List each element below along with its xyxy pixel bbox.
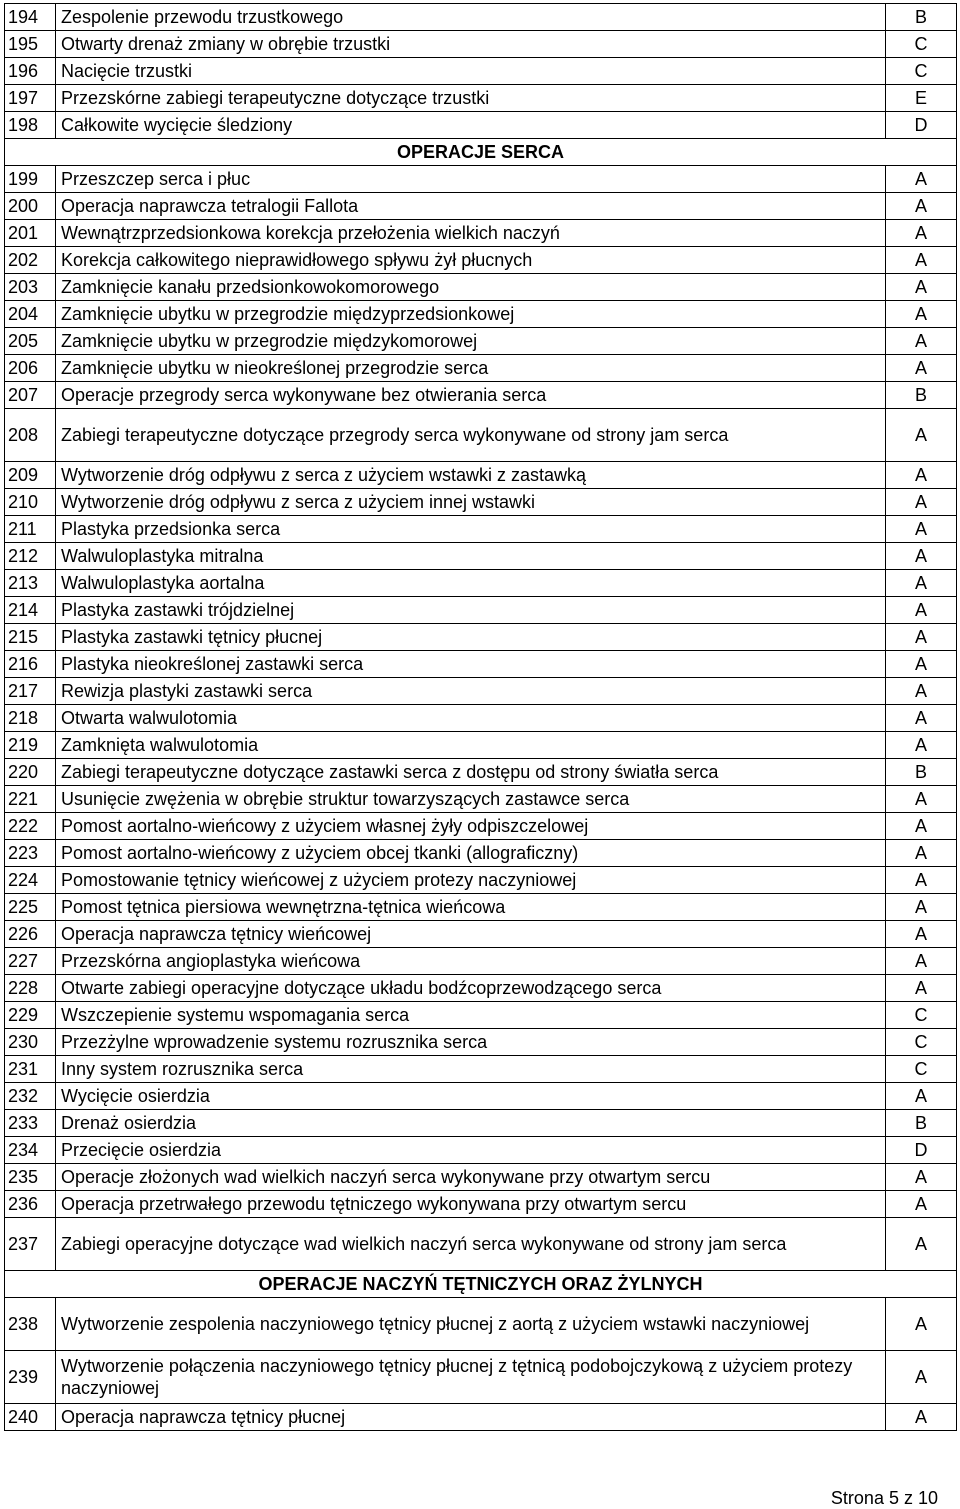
procedure-name: Korekcja całkowitego nieprawidłowego spływu żył płucnych (56, 247, 886, 274)
procedure-group: A (914, 276, 927, 297)
procedure-group-cell (886, 112, 957, 139)
procedure-group: A (914, 626, 927, 647)
table-row (5, 4, 957, 31)
procedure-group-cell (886, 1191, 957, 1218)
procedure-name: Wycięcie osierdzia (56, 1083, 886, 1110)
procedure-group-cell (886, 1110, 957, 1137)
procedure-group-cell (886, 409, 957, 462)
procedure-group: C (914, 1031, 928, 1052)
procedure-group: B (914, 761, 927, 782)
procedure-group: E (914, 87, 927, 108)
procedure-group: D (914, 1139, 928, 1160)
procedure-name: Operacje przegrody serca wykonywane bez otwierania serca (56, 382, 886, 409)
procedure-name: Operacja przetrwałego przewodu tętniczego wykonywana przy otwartym sercu (56, 1191, 886, 1218)
table-row (5, 166, 957, 193)
procedure-group: A (914, 734, 927, 755)
table-row (5, 705, 957, 732)
procedure-group: A (914, 222, 927, 243)
procedure-name: Przezskórna angioplastyka wieńcowa (56, 948, 886, 975)
procedure-name: Pomostowanie tętnicy wieńcowej z użyciem protezy naczyniowej (56, 867, 886, 894)
procedure-group-cell (886, 597, 957, 624)
procedure-number: 219 (5, 732, 56, 759)
table-row (5, 1404, 957, 1431)
procedure-name: Zabiegi terapeutyczne dotyczące zastawki serca z dostępu od strony światła serca (56, 759, 886, 786)
procedure-group-cell (886, 570, 957, 597)
procedure-group: A (914, 168, 927, 189)
procedure-name: Operacja naprawcza tętnicy płucnej (56, 1404, 886, 1431)
procedure-number: 240 (5, 1404, 56, 1431)
procedure-group-cell (886, 247, 957, 274)
table-row (5, 1056, 957, 1083)
procedure-number: 222 (5, 813, 56, 840)
procedure-number: 196 (5, 58, 56, 85)
procedure-number: 203 (5, 274, 56, 301)
procedure-number: 220 (5, 759, 56, 786)
procedure-group-cell (886, 328, 957, 355)
table-row (5, 1137, 957, 1164)
table-row (5, 409, 957, 462)
procedure-name: Operacja naprawcza tetralogii Fallota (56, 193, 886, 220)
procedure-group-cell (886, 867, 957, 894)
procedure-number: 202 (5, 247, 56, 274)
procedure-group: A (914, 788, 927, 809)
table-row (5, 489, 957, 516)
table-row (5, 1298, 957, 1351)
procedure-number: 194 (5, 4, 56, 31)
procedure-group: A (914, 815, 927, 836)
procedure-number: 209 (5, 462, 56, 489)
procedure-group-cell (886, 355, 957, 382)
procedure-group-cell (886, 1351, 957, 1404)
procedure-group: A (914, 425, 927, 445)
procedure-group-cell (886, 382, 957, 409)
procedure-number: 207 (5, 382, 56, 409)
procedure-group: C (914, 33, 928, 54)
table-row (5, 220, 957, 247)
procedure-name: Wytworzenie dróg odpływu z serca z użyciem innej wstawki (56, 489, 886, 516)
procedure-group: A (914, 950, 927, 971)
procedure-group-cell (886, 4, 957, 31)
procedure-group: A (914, 680, 927, 701)
procedure-group-cell (886, 705, 957, 732)
procedure-name: Wewnątrzprzedsionkowa korekcja przełożenia wielkich naczyń (56, 220, 886, 247)
procedure-number: 206 (5, 355, 56, 382)
procedure-group-cell (886, 166, 957, 193)
table-row (5, 85, 957, 112)
table-row (5, 921, 957, 948)
table-row (5, 975, 957, 1002)
procedure-number: 213 (5, 570, 56, 597)
procedure-number: 214 (5, 597, 56, 624)
procedure-name: Pomost aortalno-wieńcowy z użyciem własnej żyły odpiszczelowej (56, 813, 886, 840)
procedure-name: Otwarte zabiegi operacyjne dotyczące układu bodźcoprzewodzącego serca (56, 975, 886, 1002)
procedure-number: 197 (5, 85, 56, 112)
procedure-group: A (914, 1314, 927, 1334)
table-row (5, 624, 957, 651)
procedure-number: 198 (5, 112, 56, 139)
procedure-name: Plastyka zastawki tętnicy płucnej (56, 624, 886, 651)
procedure-number: 235 (5, 1164, 56, 1191)
procedure-name: Plastyka nieokreślonej zastawki serca (56, 651, 886, 678)
procedure-number: 238 (5, 1298, 56, 1351)
table-row (5, 1029, 957, 1056)
table-row (5, 247, 957, 274)
procedure-name: Plastyka zastawki trójdzielnej (56, 597, 886, 624)
table-row (5, 1351, 957, 1404)
procedure-number: 215 (5, 624, 56, 651)
procedure-number: 239 (5, 1351, 56, 1404)
table-row (5, 1083, 957, 1110)
procedure-name: Zamknięta walwulotomia (56, 732, 886, 759)
procedure-group: A (914, 330, 927, 351)
procedure-group-cell (886, 732, 957, 759)
table-row (5, 570, 957, 597)
procedure-group: A (914, 464, 927, 485)
table-row (5, 1002, 957, 1029)
procedure-group-cell (886, 840, 957, 867)
procedure-number: 205 (5, 328, 56, 355)
procedure-group-cell (886, 1056, 957, 1083)
table-row (5, 867, 957, 894)
procedure-group: C (914, 60, 928, 81)
table-row (5, 1110, 957, 1137)
procedure-number: 208 (5, 409, 56, 462)
table-row (5, 193, 957, 220)
procedure-group: A (914, 357, 927, 378)
procedure-group: A (914, 1193, 927, 1214)
procedure-name: Drenaż osierdzia (56, 1110, 886, 1137)
procedure-number: 232 (5, 1083, 56, 1110)
table-row (5, 786, 957, 813)
procedure-group-cell (886, 301, 957, 328)
procedure-group: A (914, 707, 927, 728)
procedure-name: Zamknięcie ubytku w przegrodzie międzyprzedsionkowej (56, 301, 886, 328)
procedure-group: C (914, 1058, 928, 1079)
procedure-name: Walwuloplastyka aortalna (56, 570, 886, 597)
table-row (5, 31, 957, 58)
procedures-table-body (5, 4, 957, 1431)
procedure-group: A (914, 599, 927, 620)
procedure-number: 230 (5, 1029, 56, 1056)
procedure-group: A (914, 491, 927, 512)
procedure-number: 234 (5, 1137, 56, 1164)
procedure-group: A (914, 249, 927, 270)
procedure-number: 228 (5, 975, 56, 1002)
procedure-name: Przeszczep serca i płuc (56, 166, 886, 193)
procedure-group: A (914, 572, 927, 593)
procedure-name: Wytworzenie dróg odpływu z serca z użyciem wstawki z zastawką (56, 462, 886, 489)
procedure-group-cell (886, 786, 957, 813)
procedure-number: 201 (5, 220, 56, 247)
table-row (5, 301, 957, 328)
procedure-number: 221 (5, 786, 56, 813)
procedure-group-cell (886, 651, 957, 678)
procedure-name: Otwarty drenaż zmiany w obrębie trzustki (56, 31, 886, 58)
procedure-number: 216 (5, 651, 56, 678)
table-row (5, 732, 957, 759)
procedure-group-cell (886, 220, 957, 247)
procedure-group: A (914, 1085, 927, 1106)
procedure-name: Inny system rozrusznika serca (56, 1056, 886, 1083)
procedure-number: 211 (5, 516, 56, 543)
procedure-group-cell (886, 921, 957, 948)
procedure-name: Operacja naprawcza tętnicy wieńcowej (56, 921, 886, 948)
procedure-group: B (914, 1112, 927, 1133)
procedure-group: B (914, 384, 927, 405)
procedure-group-cell (886, 624, 957, 651)
section-header-row (5, 139, 957, 166)
table-row (5, 948, 957, 975)
procedure-name: Pomost tętnica piersiowa wewnętrzna-tętnica wieńcowa (56, 894, 886, 921)
procedure-group-cell (886, 489, 957, 516)
procedure-group-cell (886, 31, 957, 58)
procedure-number: 212 (5, 543, 56, 570)
table-row (5, 678, 957, 705)
table-row (5, 58, 957, 85)
procedure-group: A (914, 1406, 927, 1427)
procedure-number: 223 (5, 840, 56, 867)
procedure-group-cell (886, 516, 957, 543)
table-row (5, 328, 957, 355)
procedure-number: 200 (5, 193, 56, 220)
procedure-name: Zabiegi terapeutyczne dotyczące przegrody serca wykonywane od strony jam serca (56, 409, 886, 462)
procedure-number: 195 (5, 31, 56, 58)
procedure-group: A (914, 545, 927, 566)
procedure-group-cell (886, 1164, 957, 1191)
procedure-name: Przecięcie osierdzia (56, 1137, 886, 1164)
procedure-name: Operacje złożonych wad wielkich naczyń serca wykonywane przy otwartym sercu (56, 1164, 886, 1191)
procedure-group-cell (886, 1218, 957, 1271)
procedure-group-cell (886, 759, 957, 786)
procedure-group-cell (886, 813, 957, 840)
procedure-name: Nacięcie trzustki (56, 58, 886, 85)
table-row (5, 597, 957, 624)
procedure-group: D (914, 114, 928, 135)
table-row (5, 813, 957, 840)
procedure-number: 227 (5, 948, 56, 975)
procedure-name: Całkowite wycięcie śledziony (56, 112, 886, 139)
procedure-number: 199 (5, 166, 56, 193)
procedure-name: Wytworzenie połączenia naczyniowego tętnicy płucnej z tętnicą podobojczykową z użyciem protezy naczyniowej (56, 1351, 886, 1404)
table-row (5, 516, 957, 543)
procedure-name: Przezżylne wprowadzenie systemu rozrusznika serca (56, 1029, 886, 1056)
section-header-row (5, 1271, 957, 1298)
procedure-number: 231 (5, 1056, 56, 1083)
table-row (5, 1164, 957, 1191)
procedure-group-cell (886, 1404, 957, 1431)
procedure-group-cell (886, 1137, 957, 1164)
table-row (5, 1218, 957, 1271)
procedure-name: Zabiegi operacyjne dotyczące wad wielkich naczyń serca wykonywane od strony jam serca (56, 1218, 886, 1271)
procedure-name: Pomost aortalno-wieńcowy z użyciem obcej tkanki (allograficzny) (56, 840, 886, 867)
procedure-group-cell (886, 1002, 957, 1029)
procedure-group-cell (886, 678, 957, 705)
procedure-group-cell (886, 193, 957, 220)
procedure-group-cell (886, 58, 957, 85)
table-row (5, 112, 957, 139)
table-row (5, 355, 957, 382)
procedure-name: Walwuloplastyka mitralna (56, 543, 886, 570)
procedures-table (4, 3, 957, 1431)
table-row (5, 543, 957, 570)
procedure-group-cell (886, 85, 957, 112)
procedure-name: Usunięcie zwężenia w obrębie struktur towarzyszących zastawce serca (56, 786, 886, 813)
procedure-group: B (914, 6, 927, 27)
procedure-number: 204 (5, 301, 56, 328)
procedure-group-cell (886, 274, 957, 301)
procedure-number: 225 (5, 894, 56, 921)
section-title: OPERACJE SERCA (5, 139, 957, 166)
procedure-number: 217 (5, 678, 56, 705)
page-number: Strona 5 z 10 (830, 1488, 938, 1508)
procedure-group: A (914, 923, 927, 944)
procedure-group: A (914, 1234, 927, 1254)
procedure-name: Zespolenie przewodu trzustkowego (56, 4, 886, 31)
procedure-group-cell (886, 1029, 957, 1056)
procedure-group-cell (886, 543, 957, 570)
table-row (5, 894, 957, 921)
procedure-number: 236 (5, 1191, 56, 1218)
table-row (5, 840, 957, 867)
procedure-group: A (914, 896, 927, 917)
procedure-name: Wszczepienie systemu wspomagania serca (56, 1002, 886, 1029)
procedure-number: 229 (5, 1002, 56, 1029)
procedure-number: 233 (5, 1110, 56, 1137)
procedure-group-cell (886, 894, 957, 921)
procedure-group-cell (886, 462, 957, 489)
procedure-name: Zamknięcie kanału przedsionkowokomorowego (56, 274, 886, 301)
procedure-name: Wytworzenie zespolenia naczyniowego tętnicy płucnej z aortą z użyciem wstawki naczyniowej (56, 1298, 886, 1351)
procedure-name: Zamknięcie ubytku w przegrodzie międzykomorowej (56, 328, 886, 355)
procedure-number: 237 (5, 1218, 56, 1271)
procedure-group: A (914, 1166, 927, 1187)
section-title: OPERACJE NACZYŃ TĘTNICZYCH ORAZ ŻYLNYCH (5, 1271, 957, 1298)
procedure-group: A (914, 869, 927, 890)
procedure-group-cell (886, 975, 957, 1002)
procedure-group: A (914, 653, 927, 674)
procedure-name: Otwarta walwulotomia (56, 705, 886, 732)
procedure-group: A (914, 1367, 927, 1387)
table-row (5, 382, 957, 409)
table-row (5, 651, 957, 678)
procedure-group-cell (886, 1083, 957, 1110)
procedure-name: Rewizja plastyki zastawki serca (56, 678, 886, 705)
table-row (5, 462, 957, 489)
table-row (5, 274, 957, 301)
procedure-name: Przezskórne zabiegi terapeutyczne dotyczące trzustki (56, 85, 886, 112)
procedure-group-cell (886, 948, 957, 975)
procedure-group: A (914, 977, 927, 998)
table-row (5, 759, 957, 786)
table-row (5, 1191, 957, 1218)
procedure-number: 226 (5, 921, 56, 948)
procedure-number: 210 (5, 489, 56, 516)
procedure-group: A (914, 195, 927, 216)
procedure-group: A (914, 303, 927, 324)
procedure-group-cell (886, 1298, 957, 1351)
procedure-group: A (914, 518, 927, 539)
procedure-group: C (914, 1004, 928, 1025)
procedure-name: Plastyka przedsionka serca (56, 516, 886, 543)
procedure-number: 224 (5, 867, 56, 894)
procedure-number: 218 (5, 705, 56, 732)
procedure-group: A (914, 842, 927, 863)
procedure-name: Zamknięcie ubytku w nieokreślonej przegrodzie serca (56, 355, 886, 382)
